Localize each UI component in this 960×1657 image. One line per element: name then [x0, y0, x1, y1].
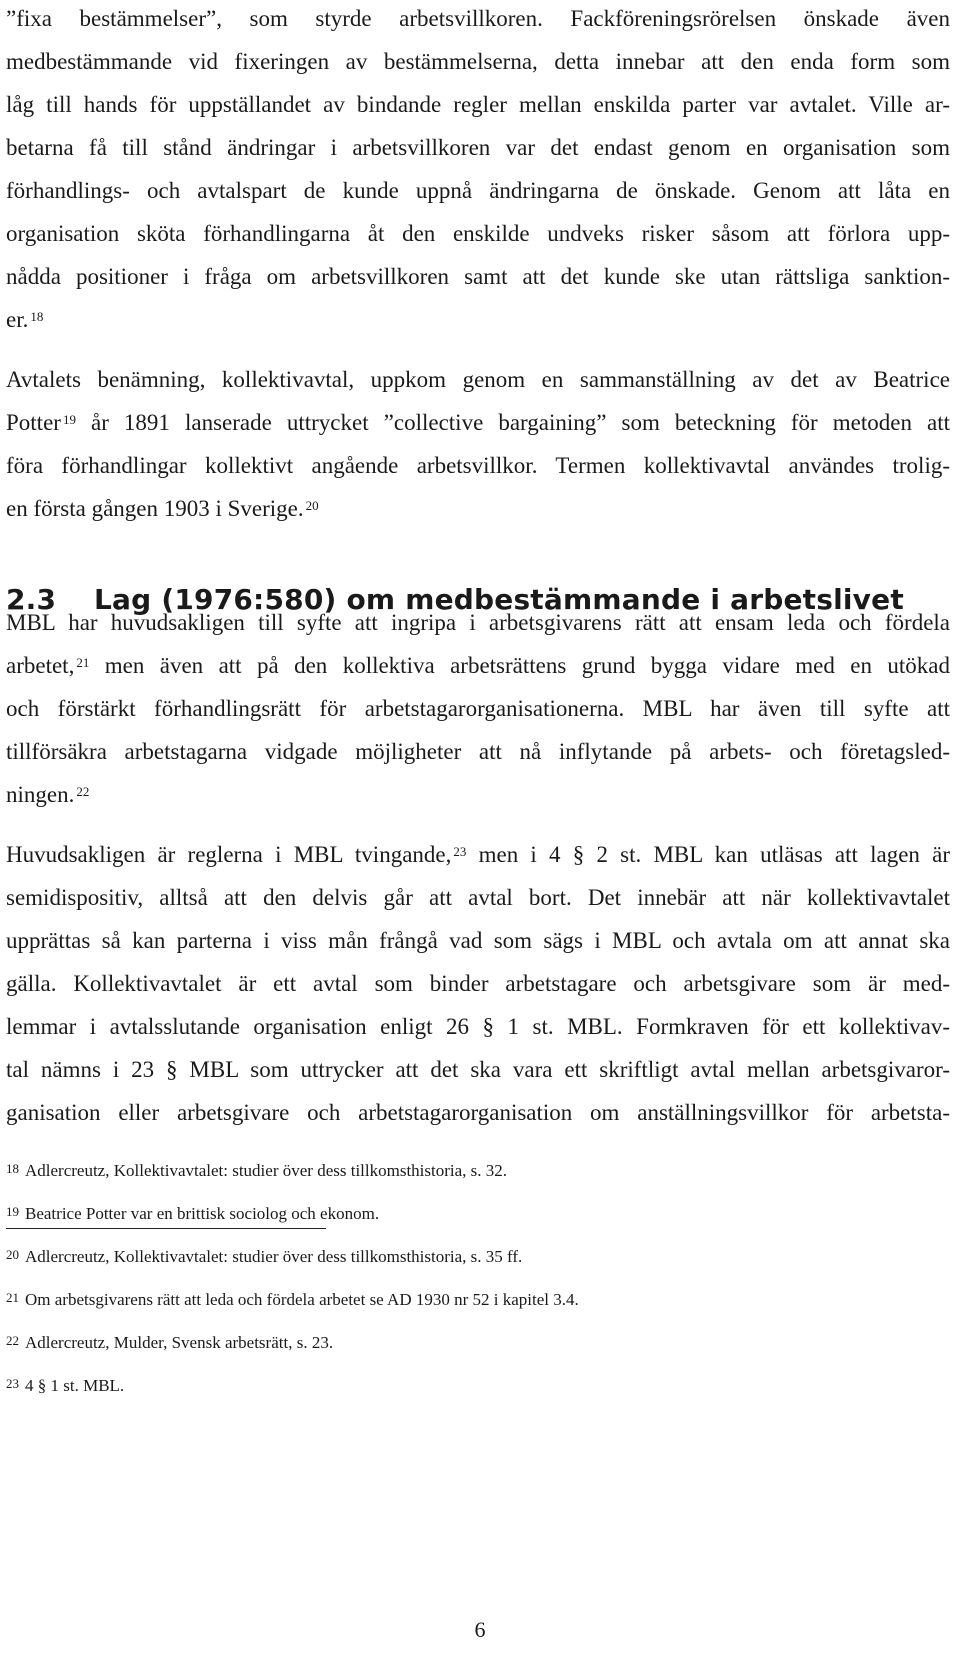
- line-text: Potter: [6, 410, 61, 435]
- footnote-text: Adlercreutz, Kollektivavtalet: studier över dess tillkomsthistoria, s. 32.: [25, 1161, 508, 1180]
- line-text: en första gången 1903 i Sverige.: [6, 496, 304, 521]
- text-line: [6, 4, 950, 34]
- text-line: [6, 608, 950, 638]
- line-text: arbetet,: [6, 653, 75, 678]
- text-line: [6, 780, 950, 810]
- text-line: [6, 494, 950, 524]
- line-text: MBL har huvudsakligen till syfte att ingripa i arbetsgivarens rätt att ensam leda och fördela: [6, 610, 950, 635]
- text-line: [6, 47, 950, 77]
- line-text-continued: men även att på den kollektiva arbetsrättens grund bygga vidare med en utökad: [89, 653, 950, 678]
- text-line: [6, 926, 950, 956]
- line-text: och förstärkt förhandlingsrätt för arbetstagarorganisationerna. MBL har även till syfte att: [6, 696, 950, 721]
- line-text: er.: [6, 307, 29, 332]
- text-line: [6, 262, 950, 292]
- footnote-text: Om arbetsgivarens rätt att leda och fördela arbetet se AD 1930 nr 52 i kapitel 3.4.: [25, 1290, 579, 1309]
- text-line: [6, 90, 950, 120]
- footnote-text: 4 § 1 st. MBL.: [25, 1376, 125, 1395]
- section-title: Lag (1976:580) om medbestämmande i arbetslivet: [94, 583, 904, 616]
- line-text: gälla. Kollektivavtalet är ett avtal som binder arbetstagare och arbetsgivare som är med-: [6, 971, 950, 996]
- text-line: [6, 451, 950, 481]
- line-text: organisation sköta förhandlingarna åt den enskilde undveks risker såsom att förlora upp-: [6, 221, 950, 246]
- line-text: ningen.: [6, 782, 75, 807]
- footnote: [6, 1289, 579, 1312]
- footnote-reference: 23: [453, 844, 467, 859]
- footnote-reference: 19: [62, 412, 76, 427]
- text-line: [6, 176, 950, 206]
- footnote-reference: 22: [76, 784, 90, 799]
- line-text: Huvudsakligen är reglerna i MBL tvingande,: [6, 842, 452, 867]
- line-text: medbestämmande vid fixeringen av bestämmelserna, detta innebar att den enda form som: [6, 49, 950, 74]
- footnote-text: Adlercreutz, Mulder, Svensk arbetsrätt, s. 23.: [25, 1333, 334, 1352]
- line-text: ”fixa bestämmelser”, som styrde arbetsvillkoren. Fackföreningsrörelsen önskade även: [6, 6, 950, 31]
- footnote: [6, 1246, 522, 1269]
- text-line: [6, 408, 950, 438]
- text-line: [6, 305, 950, 335]
- line-text-continued: år 1891 lanserade uttrycket ”collective bargaining” som beteckning för metoden att: [75, 410, 950, 435]
- line-text: låg till hands för uppställandet av bindande regler mellan enskilda parter var avtalet. Ville ar-: [6, 92, 950, 117]
- footnote-number: 19: [6, 1204, 19, 1219]
- footnote-number: 22: [6, 1333, 19, 1348]
- line-text: förhandlings- och avtalspart de kunde uppnå ändringarna de önskade. Genom att låta en: [6, 178, 950, 203]
- footnote: [6, 1375, 124, 1398]
- text-line: [6, 133, 950, 163]
- text-line: [6, 1098, 950, 1128]
- text-line: [6, 883, 950, 913]
- text-line: [6, 969, 950, 999]
- footnote: [6, 1160, 507, 1183]
- text-line: [6, 840, 950, 870]
- text-line: [6, 651, 950, 681]
- line-text: Avtalets benämning, kollektivavtal, uppkom genom en sammanställning av det av Beatrice: [6, 367, 950, 392]
- line-text: upprättas så kan parterna i viss mån frångå vad som sägs i MBL och avtala om att annat ska: [6, 928, 950, 953]
- footnote-reference: 18: [30, 309, 44, 324]
- line-text-continued: men i 4 § 2 st. MBL kan utläsas att lagen är: [466, 842, 950, 867]
- footnote-number: 18: [6, 1161, 19, 1176]
- page-number: 6: [474, 1617, 486, 1642]
- footnote: [6, 1332, 333, 1355]
- line-text: tal nämns i 23 § MBL som uttrycker att det ska vara ett skriftligt avtal mellan arbetsgivaror-: [6, 1057, 950, 1082]
- text-line: [6, 365, 950, 395]
- line-text: betarna få till stånd ändringar i arbetsvillkoren var det endast genom en organisation som: [6, 135, 950, 160]
- footnote-number: 21: [6, 1290, 19, 1305]
- text-line: [6, 219, 950, 249]
- footnote-separator: [6, 1228, 326, 1229]
- text-line: [6, 1012, 950, 1042]
- footnote-text: Adlercreutz, Kollektivavtalet: studier över dess tillkomsthistoria, s. 35 ff.: [25, 1247, 523, 1266]
- line-text: lemmar i avtalsslutande organisation enligt 26 § 1 st. MBL. Formkraven för ett kollektivav-: [6, 1014, 950, 1039]
- line-text: föra förhandlingar kollektivt angående arbetsvillkor. Termen kollektivavtal användes trolig-: [6, 453, 950, 478]
- line-text: nådda positioner i fråga om arbetsvillkoren samt att det kunde ske utan rättsliga sanktion-: [6, 264, 950, 289]
- footnote-reference: 21: [76, 655, 90, 670]
- line-text: tillförsäkra arbetstagarna vidgade möjligheter att nå inflytande på arbets- och företagsled-: [6, 739, 950, 764]
- text-line: [6, 1055, 950, 1085]
- footnote: [6, 1203, 379, 1226]
- section-number: 2.3: [6, 583, 57, 616]
- line-text: ganisation eller arbetsgivare och arbetstagarorganisation om anställningsvillkor för arbetsta-: [6, 1100, 950, 1125]
- text-line: [6, 737, 950, 767]
- footnote-text: Beatrice Potter var en brittisk sociolog och ekonom.: [25, 1204, 380, 1223]
- footnote-number: 20: [6, 1247, 19, 1262]
- text-line: [6, 694, 950, 724]
- footnote-reference: 20: [305, 498, 319, 513]
- footnote-number: 23: [6, 1376, 19, 1391]
- line-text: semidispositiv, alltså att den delvis går att avtal bort. Det innebär att när kollektivavtalet: [6, 885, 950, 910]
